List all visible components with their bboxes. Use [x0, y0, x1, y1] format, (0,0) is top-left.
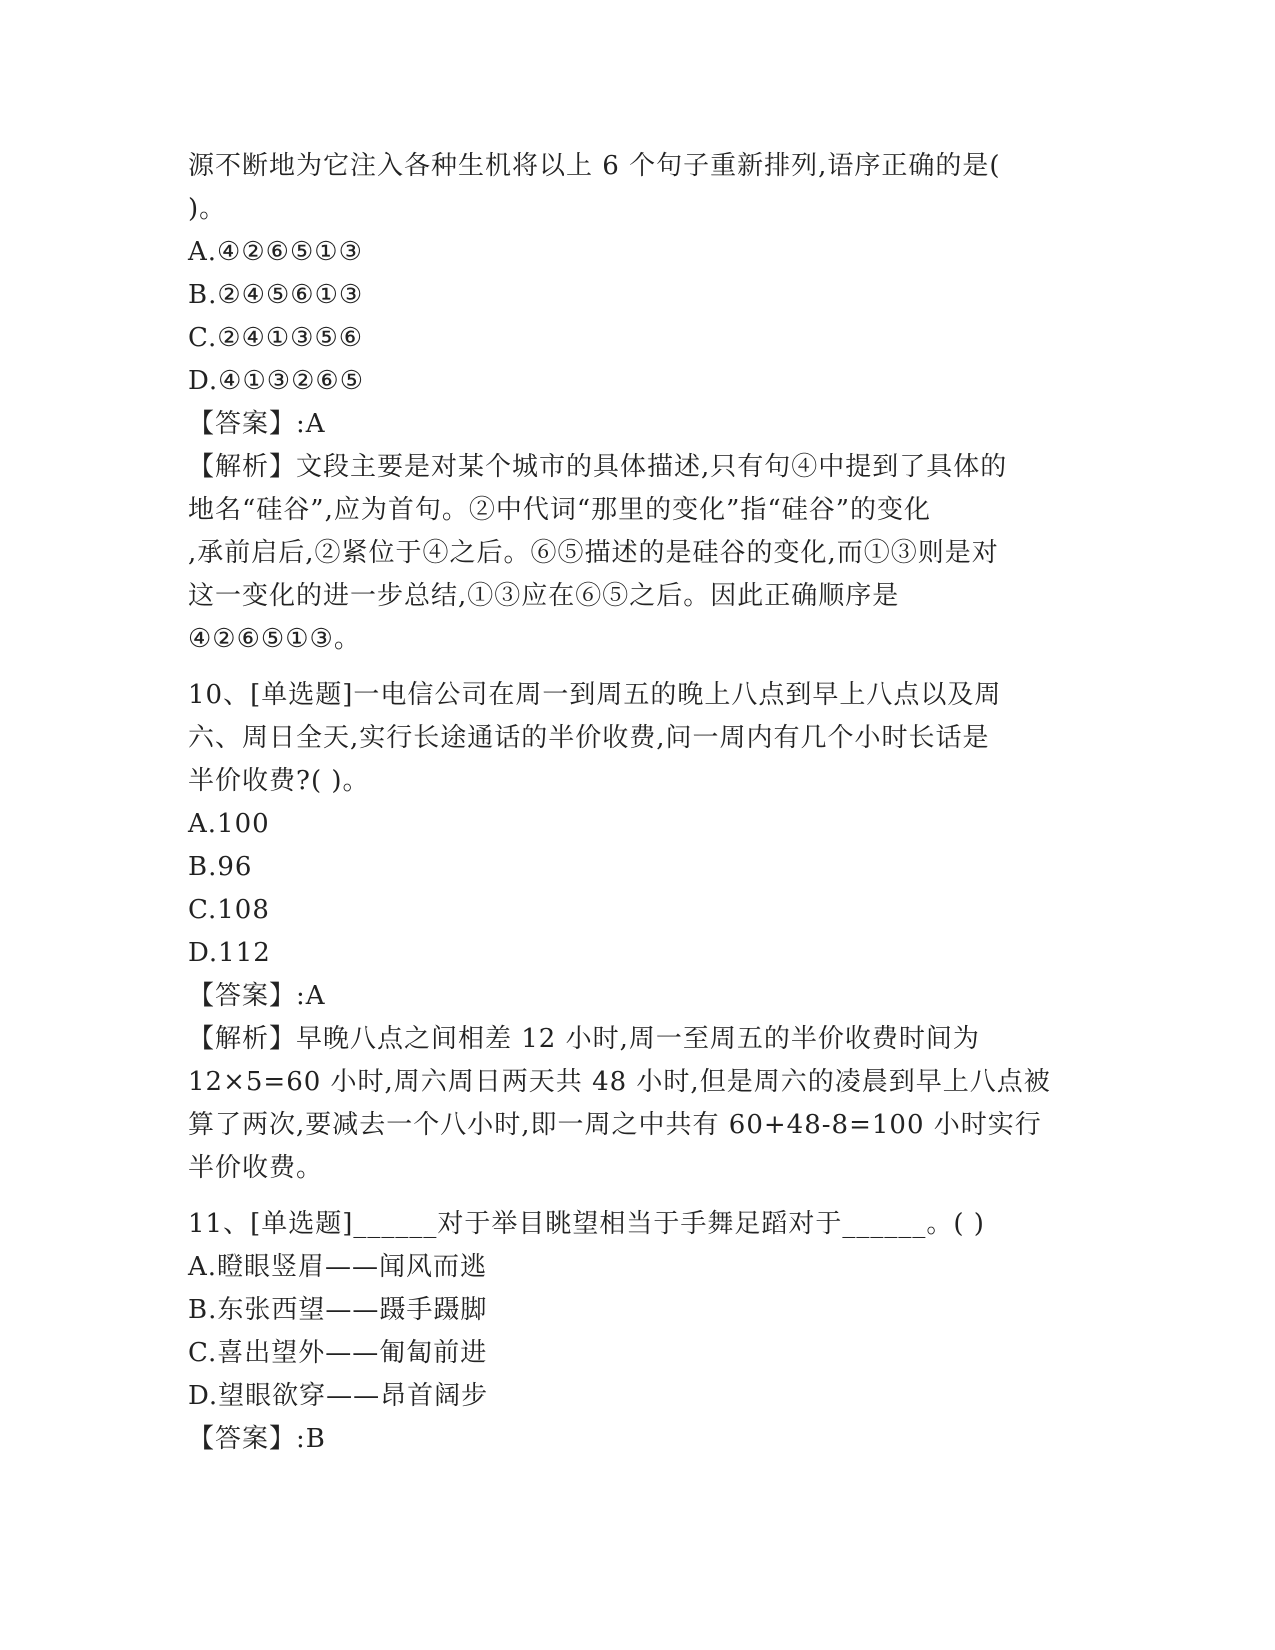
document-content [188, 145, 1088, 1461]
analysis-line: 【解析】早晚八点之间相差 12 小时,周一至周五的半价收费时间为 [188, 1024, 980, 1054]
option-d: D.望眼欲穿——昂首阔步 [188, 1381, 489, 1411]
answer-label: 【答案】 [188, 1424, 297, 1454]
answer-line [188, 403, 1088, 446]
option-d: D.112 [188, 938, 271, 968]
option-b: B.东张西望——蹑手蹑脚 [188, 1295, 488, 1325]
analysis-line: 算了两次,要减去一个八小时,即一周之中共有 60+48-8=100 小时实行 [188, 1110, 1042, 1140]
option-c: C.108 [188, 895, 270, 925]
question-stem-line: 10、[单选题]一电信公司在周一到周五的晚上八点到早上八点以及周 [188, 680, 1002, 710]
answer-label: 【答案】 [188, 981, 297, 1011]
question-11 [188, 1203, 1088, 1461]
analysis-line: 这一变化的进一步总结,①③应在⑥⑤之后。因此正确顺序是 [188, 581, 900, 611]
analysis-line: ④②⑥⑤①③。 [188, 624, 361, 654]
analysis-line: 半价收费。 [188, 1153, 324, 1183]
option-c: C.喜出望外——匍匐前进 [188, 1338, 488, 1368]
question-10 [188, 674, 1088, 1190]
option-b: B.②④⑤⑥①③ [188, 280, 364, 310]
answer-line [188, 975, 1088, 1018]
option-c: C.②④①③⑤⑥ [188, 323, 364, 353]
answer-label: 【答案】 [188, 409, 297, 439]
option-a: A.④②⑥⑤①③ [188, 237, 363, 267]
answer-line [188, 1418, 1088, 1461]
option-a: A.100 [188, 809, 270, 839]
answer-value: :A [296, 409, 326, 439]
question-stem-line: 半价收费?( )。 [188, 766, 370, 796]
analysis-line: 12×5=60 小时,周六周日两天共 48 小时,但是周六的凌晨到早上八点被 [188, 1067, 1051, 1097]
section-gap [188, 1190, 1088, 1203]
question-9-tail [188, 145, 1088, 661]
question-stem-line: 源不断地为它注入各种生机将以上 6 个句子重新排列,语序正确的是( [188, 151, 1001, 181]
question-stem-line: 六、周日全天,实行长途通话的半价收费,问一周内有几个小时长话是 [188, 723, 990, 753]
option-d: D.④①③②⑥⑤ [188, 366, 365, 396]
option-b: B.96 [188, 852, 253, 882]
question-stem-line: 11、[单选题]______对于举目眺望相当于手舞足蹈对于______。( ) [188, 1209, 985, 1239]
question-stem-line: )。 [188, 194, 227, 224]
answer-value: :A [296, 981, 326, 1011]
option-a: A.瞪眼竖眉——闻风而逃 [188, 1252, 488, 1282]
section-gap [188, 661, 1088, 674]
analysis-line: 【解析】文段主要是对某个城市的具体描述,只有句④中提到了具体的 [188, 452, 1008, 482]
analysis-line: 地名“硅谷”,应为首句。②中代词“那里的变化”指“硅谷”的变化 [188, 495, 932, 525]
answer-value: :B [296, 1424, 326, 1454]
analysis-line: ,承前启后,②紧位于④之后。⑥⑤描述的是硅谷的变化,而①③则是对 [188, 538, 999, 568]
